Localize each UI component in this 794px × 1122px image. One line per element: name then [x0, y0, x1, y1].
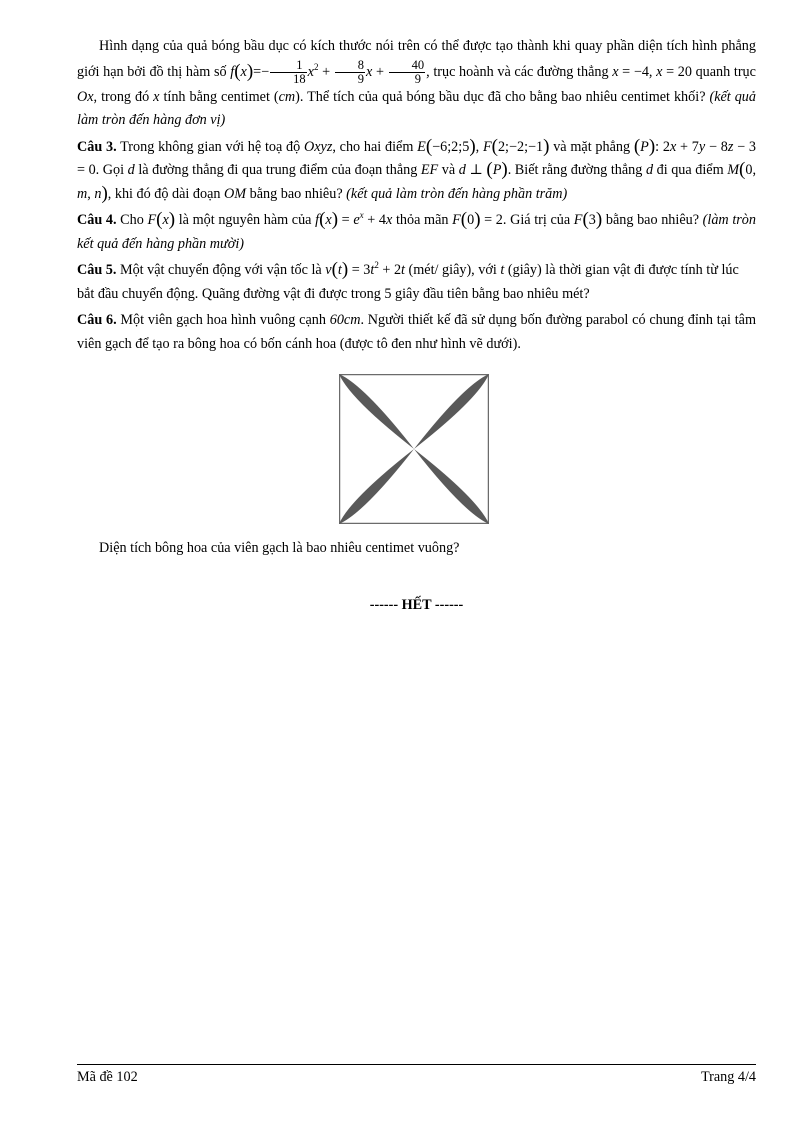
exam-code: Mã đề 102 [77, 1069, 138, 1085]
question-4: Câu 4. Cho F(x) là một nguyên hàm của $f(x) = e^x + 4x$ thỏa mãn F(0) = 2. Giá trị của F(3) bằng bao nhiêu? (làm tròn kết quả đến hàng phần mười) [77, 209, 756, 252]
footer-rule [77, 1064, 756, 1065]
question-5: Câu 5. Một vật chuyển động với vận tốc là $v(t) = 3t^2 + 2t$ (mét/ giây), với t (giây) là thời gian vật đi được tính từ lúc bắt đầu chuyển động. Quãng đường vật đi được trong 5 giây đầu tiên bằng bao nhiêu mét? [77, 259, 739, 302]
tile-flower-drawing [339, 374, 489, 524]
intro-paragraph: Hình dạng của quả bóng bầu dục có kích thước nói trên có thể được tạo thành khi quay phần diện tích hình phẳng giới hạn bởi đồ thị hàm số f(x)=− $\frac{1}{18}$ $x^2$ + $\frac{8}{9}$ x + $\frac{40}{9}$ , trục hoành và các đường thẳng x = −4, x = 20 quanh trục Ox, trong đó x tính bằng centimet (cm). Thể tích của quả bóng bầu dục đã cho bằng bao nhiêu centimet khối? (kết quả làm tròn đến hàng đơn vị) [77, 38, 756, 128]
question-3: Câu 3. Trong không gian với hệ toạ độ Oxyz, cho hai điểm E(−6;2;5), F(2;−2;−1) và mặt phẳng (P): 2x + 7y − 8z − 3 = 0. Gọi d là đường thẳng đi qua trung điểm của đoạn thẳng EF và d ⊥ (P). Biết rằng đường thẳng d đi qua điểm M(0, m, n), khi đó độ dài đoạn OM bằng bao nhiêu? (kết quả làm tròn đến hàng phần trăm) [77, 135, 756, 204]
question-6: Câu 6. Một viên gạch hoa hình vuông cạnh 60cm. Người thiết kế đã sử dụng bốn đường parabol có chung đỉnh tại tâm viên gạch để tạo ra bông hoa có bốn cánh hoa (được tô đen như hình vẽ dưới). [77, 312, 757, 352]
end-marker: ------ HẾT ------ [369, 596, 464, 613]
page-number: Trang 4/4 [700, 1069, 756, 1085]
document-body [77, 35, 756, 617]
question-6-prompt: Diện tích bông hoa của viên gạch là bao nhiêu centimet vuông? [99, 540, 460, 556]
tile-flower-figure [339, 374, 489, 524]
